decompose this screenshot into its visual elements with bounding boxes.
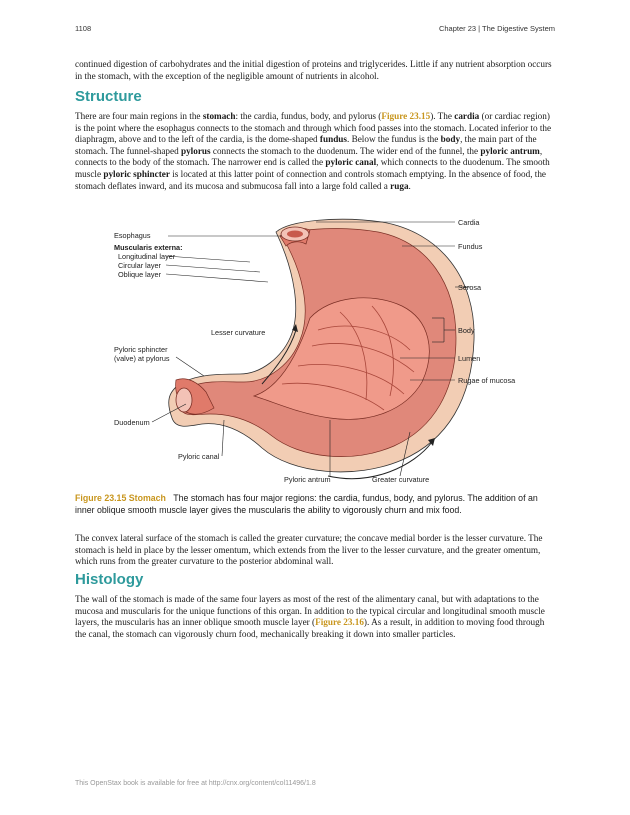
intro-paragraph: continued digestion of carbohydrates and the initial digestion of proteins and triglycerides. Little if any nutrient absorption occurs in the stomach, with the exception of the negligible amount of nutrients in alcohol.: [75, 59, 552, 81]
label-lesser-curvature: Lesser curvature: [211, 328, 266, 337]
label-muscularis: Muscularis externa:: [114, 243, 183, 252]
figure-23-16-link[interactable]: Figure 23.16: [315, 617, 364, 628]
label-duodenum: Duodenum: [114, 418, 150, 427]
figure-23-15-link[interactable]: Figure 23.15: [381, 111, 431, 121]
label-oblique: Oblique layer: [118, 270, 161, 279]
convex-paragraph: The convex lateral surface of the stomach is called the greater curvature; the concave medial border is the lesser curvature. The stomach is held in place by the lesser omentum, which extends from the liver to the lesser curvature, and the greater omentum, which runs from the greater curvature to the posterior abdominal wall.: [75, 533, 543, 567]
label-lumen: Lumen: [458, 354, 481, 363]
label-pyloric-canal: Pyloric canal: [178, 452, 220, 461]
label-circular: Circular layer: [118, 261, 161, 270]
label-greater-curvature: Greater curvature: [372, 475, 430, 484]
structure-heading: Structure: [75, 88, 142, 105]
label-pyloric-sphincter-2: (valve) at pylorus: [114, 354, 170, 363]
histology-paragraph: The wall of the stomach is made of the same four layers as most of the rest of the alimentary canal, but with adaptations to the mucosa and muscularis for the unique functions of this organ. In addition to the typical circular and longitudinal smooth muscle layers, the muscularis has an inner oblique smooth muscle layer (Figure 23.16). As a result, in addition to moving food through the canal, the stomach can vigorously churn food, mechanically breaking it down into smaller particles.: [75, 594, 545, 639]
label-serosa: Serosa: [458, 283, 482, 292]
page-number: 1108: [75, 24, 92, 33]
label-pyloric-sphincter: Pyloric sphincter: [114, 345, 168, 354]
label-fundus: Fundus: [458, 242, 483, 251]
figure-caption: Figure 23.15 Stomach The stomach has four major regions: the cardia, fundus, body, and pylorus. The addition of an inner oblique smooth muscle layer gives the muscularis the ability to vigorously churn and mix food.: [75, 493, 538, 515]
duodenum-opening: [176, 388, 192, 412]
label-longitudinal: Longitudinal layer: [118, 252, 176, 261]
histology-heading: Histology: [75, 571, 144, 588]
footer-note: This OpenStax book is available for free at http://cnx.org/content/col11496/1.8: [75, 780, 316, 787]
structure-paragraph: There are four main regions in the stomach: the cardia, fundus, body, and pylorus (Figure 23.15). The cardia (or cardiac region) is the point where the esophagus connects to the stomach and through which food passes into the stomach. Located inferior to the diaphragm, above and to the left of the cardia, is the dome-shaped fundus. Below the fundus is the body, the main part of the stomach. The funnel-shaped pylorus connects the stomach to the duodenum. The wider end of the funnel, the pyloric antrum, connects to the body of the stomach. The narrower end is called the pyloric canal, which connects to the duodenum. The smooth muscle pyloric sphincter is located at this latter point of connection and controls stomach emptying. In the absence of food, the stomach deflates inward, and its mucosa and submucosa fall into a large fold called a ruga.: [75, 111, 552, 191]
label-cardia: Cardia: [458, 218, 480, 227]
label-esophagus: Esophagus: [114, 231, 151, 240]
label-pyloric-antrum: Pyloric antrum: [284, 475, 331, 484]
chapter-header: Chapter 23 | The Digestive System: [438, 24, 555, 33]
label-body: Body: [458, 326, 475, 335]
label-rugae: Rugae of mucosa: [458, 376, 516, 385]
